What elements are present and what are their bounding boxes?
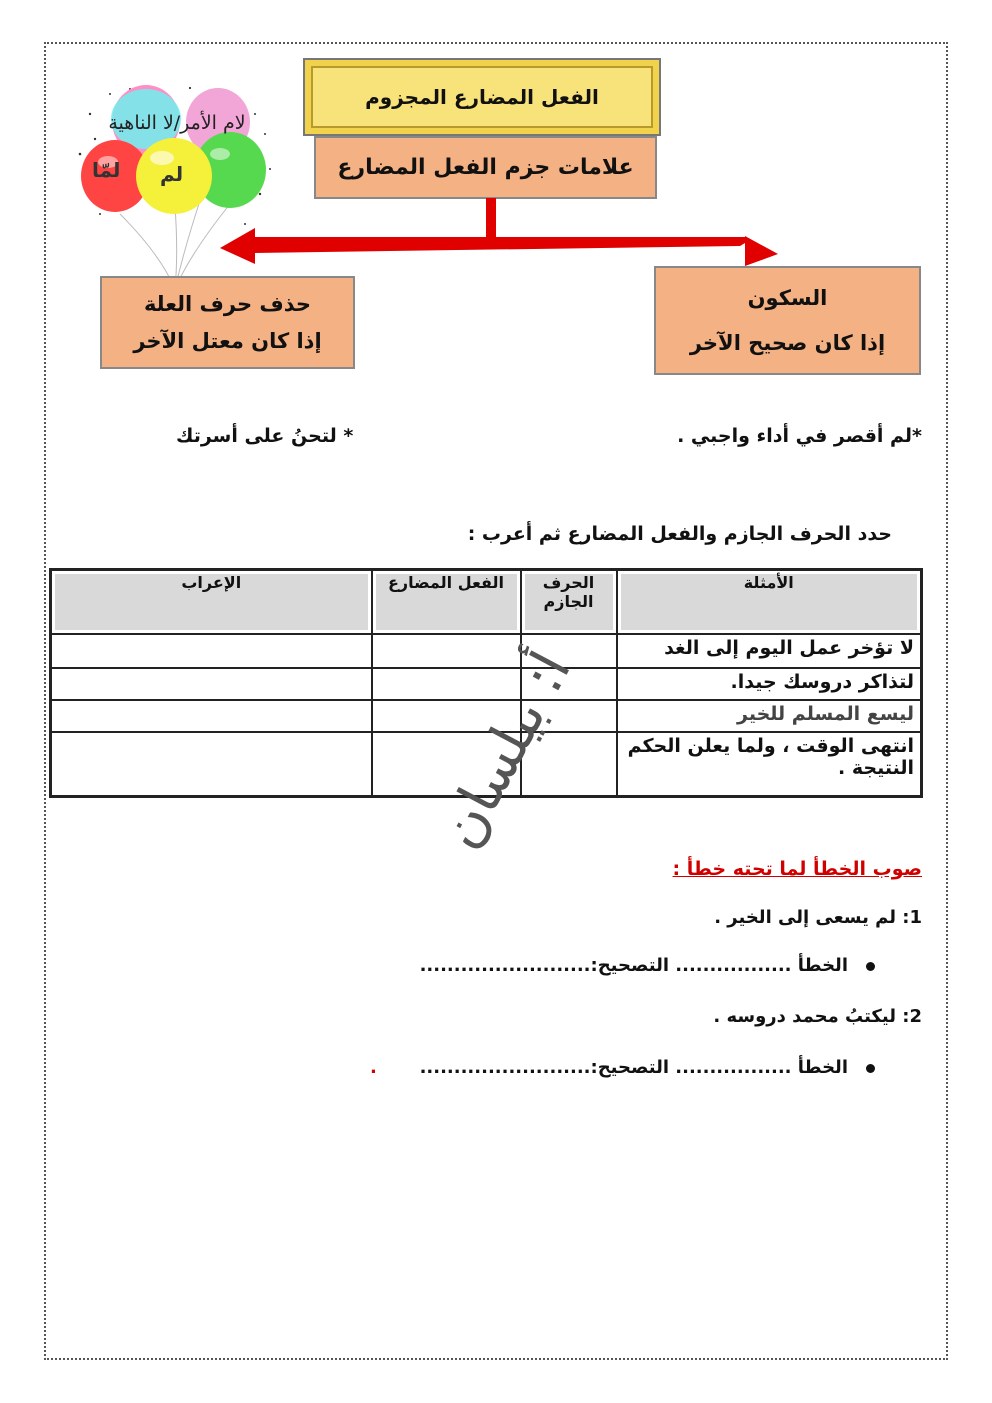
present-verb-cell[interactable]	[372, 700, 521, 732]
example-right: *لم أقصر في أداء واجبي .	[677, 425, 922, 447]
teacher-watermark: أ: بيلسان	[426, 641, 584, 859]
branch-hadhf-title: حذف حرف العلة	[143, 292, 312, 317]
present-verb-cell[interactable]	[372, 732, 521, 796]
branch-hadhf-condition: إذا كان معتل الآخر	[133, 328, 322, 353]
balloon-caption: لام الأمر/لا الناهية	[108, 112, 246, 134]
jazm-particle-cell[interactable]	[521, 732, 617, 796]
table-row	[51, 700, 922, 732]
example-cell: انتهى الوقت ، ولما يعلن الحكم النتيجة .	[617, 732, 922, 796]
arrow-bar	[250, 237, 745, 253]
header-parsing: الإعراب	[51, 570, 372, 635]
parsing-cell[interactable]	[51, 700, 372, 732]
present-verb-cell[interactable]	[372, 634, 521, 668]
branch-sukoon-condition: إذا كان صحيح الآخر	[689, 330, 886, 355]
branch-box-sukoon	[654, 266, 921, 375]
correction-line-2[interactable]: الخطأ ................. التصحيح:.........................	[419, 1057, 848, 1078]
jazm-particle-cell[interactable]	[521, 634, 617, 668]
header-present-verb: الفعل المضارع	[372, 570, 521, 635]
branch-arrows	[200, 198, 790, 268]
correction-line-1[interactable]: الخطأ ................. التصحيح:.........................	[419, 955, 848, 976]
header-examples: الأمثلة	[617, 570, 922, 635]
table-row	[51, 634, 922, 668]
bullet-icon	[866, 1064, 875, 1073]
example-cell: لا تؤخر عمل اليوم إلى الغد	[617, 634, 922, 668]
title-box	[303, 58, 661, 136]
present-verb-cell[interactable]	[372, 668, 521, 700]
correction-sentence-2: 2: ليكتبُ محمد دروسه .	[713, 1006, 922, 1027]
page-title: الفعل المضارع المجزوم	[365, 85, 599, 109]
jazm-particle-cell[interactable]	[521, 700, 617, 732]
parsing-cell[interactable]	[51, 668, 372, 700]
arrow-head-right	[745, 236, 778, 266]
parsing-cell[interactable]	[51, 732, 372, 796]
bullet-icon	[866, 962, 875, 971]
parsing-cell[interactable]	[51, 634, 372, 668]
table-row	[51, 668, 922, 700]
exercise-table	[49, 568, 923, 798]
end-mark: .	[370, 1057, 377, 1078]
header-jazm-particle: الحرف الجازم	[521, 570, 617, 635]
exercise-instruction: حدد الحرف الجازم والفعل المضارع ثم أعرب :	[467, 523, 892, 545]
correction-sentence-1: 1: لم يسعى إلى الخير .	[714, 907, 922, 928]
jazm-particle-cell[interactable]	[521, 668, 617, 700]
table-row	[51, 732, 922, 796]
table-header-row	[51, 570, 922, 635]
branch-sukoon-title: السكون	[747, 286, 828, 311]
arrow-head-left	[220, 228, 255, 264]
balloon-lamma-label: لمّا	[92, 158, 121, 182]
balloon-lam-label: لم	[160, 162, 184, 186]
example-cell: ليسع المسلم للخير	[617, 700, 922, 732]
example-cell: لتذاكر دروسك جيدا.	[617, 668, 922, 700]
example-left: * لتحنُ على أسرتك	[176, 425, 354, 447]
correction-heading: صوب الخطأ لما تحته خطأ :	[672, 858, 922, 880]
subtitle-box	[314, 136, 657, 199]
page-subtitle: علامات جزم الفعل المضارع	[337, 155, 634, 180]
branch-box-hadhf	[100, 276, 355, 369]
